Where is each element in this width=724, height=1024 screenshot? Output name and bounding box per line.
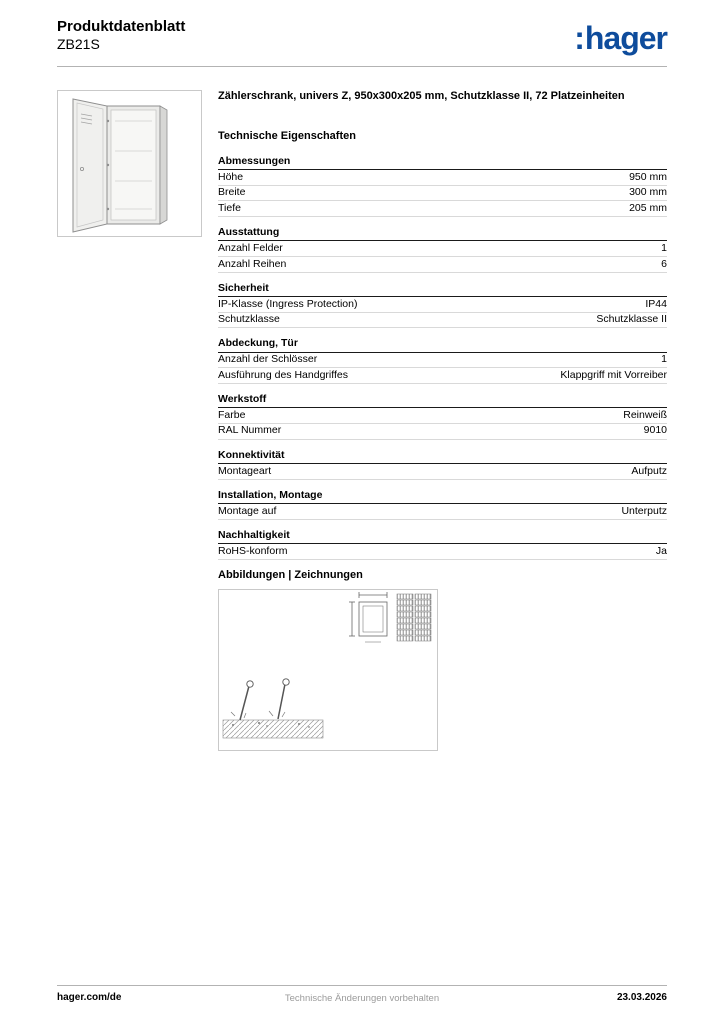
document-type: Produktdatenblatt — [57, 18, 186, 35]
spec-section — [218, 393, 667, 440]
spec-row — [218, 257, 667, 273]
spec-section-title: Installation, Montage — [218, 489, 667, 505]
spec-value: Unterputz — [621, 504, 667, 517]
spec-label: Höhe — [218, 170, 244, 183]
spec-label: Tiefe — [218, 201, 241, 214]
header-rule — [57, 66, 667, 67]
spec-label: Montage auf — [218, 504, 277, 517]
spec-value: IP44 — [645, 297, 667, 310]
spec-section — [218, 489, 667, 520]
spec-value: Schutzklasse II — [596, 313, 667, 326]
spec-section — [218, 155, 667, 217]
spec-label: RoHS-konform — [218, 544, 288, 557]
spec-section-title: Abmessungen — [218, 155, 667, 171]
spec-section-title: Konnektivität — [218, 449, 667, 465]
logo-text: hager — [584, 20, 667, 56]
spec-sections — [218, 155, 667, 560]
spec-label: Farbe — [218, 408, 246, 421]
spec-section-title: Werkstoff — [218, 393, 667, 409]
spec-section — [218, 529, 667, 560]
spec-value: 9010 — [643, 424, 667, 437]
spec-row — [218, 504, 667, 520]
spec-row — [218, 186, 667, 202]
content-column — [218, 90, 667, 751]
spec-row — [218, 544, 667, 560]
spec-row — [218, 241, 667, 257]
spec-label: Montageart — [218, 464, 272, 477]
spec-section-title: Ausstattung — [218, 226, 667, 242]
spec-row — [218, 368, 667, 384]
spec-row — [218, 353, 667, 369]
product-image — [57, 90, 202, 237]
spec-label: Schutzklasse — [218, 313, 280, 326]
spec-row — [218, 424, 667, 440]
figures-heading: Abbildungen | Zeichnungen — [218, 568, 363, 581]
spec-section — [218, 337, 667, 384]
spec-row — [218, 464, 667, 480]
spec-section — [218, 226, 667, 273]
product-code: ZB21S — [57, 36, 100, 53]
spec-value: Aufputz — [631, 464, 667, 477]
spec-label: Breite — [218, 186, 246, 199]
spec-label: Anzahl Reihen — [218, 257, 287, 270]
spec-label: Anzahl der Schlösser — [218, 353, 318, 366]
hager-logo — [574, 22, 667, 54]
spec-label: Anzahl Felder — [218, 241, 283, 254]
spec-label: RAL Nummer — [218, 424, 282, 437]
technical-drawings — [219, 590, 437, 750]
spec-value: 300 mm — [629, 186, 667, 199]
header — [57, 18, 185, 53]
specs-heading: Technische Eigenschaften — [218, 129, 356, 142]
spec-value: 950 mm — [629, 170, 667, 183]
footer-disclaimer: Technische Änderungen vorbehalten — [284, 992, 440, 1004]
product-title: Zählerschrank, univers Z, 950x300x205 mm, Schutzklasse II, 72 Platzeinheiten — [218, 90, 625, 102]
spec-value: Ja — [655, 544, 667, 557]
spec-label: Ausführung des Handgriffes — [218, 368, 348, 381]
spec-value: Reinweiß — [623, 408, 667, 421]
spec-row — [218, 297, 667, 313]
footer-rule — [57, 985, 667, 986]
spec-section — [218, 282, 667, 329]
spec-section-title: Abdeckung, Tür — [218, 337, 667, 353]
footer-website: hager.com/de — [57, 992, 122, 1003]
spec-value: 1 — [661, 353, 667, 366]
spec-value: Klappgriff mit Vorreiber — [560, 368, 667, 381]
spec-value: 6 — [661, 257, 667, 270]
spec-value: 1 — [661, 241, 667, 254]
mounting-drawing — [223, 679, 323, 738]
figures-box — [218, 589, 438, 751]
footer-date: 23.03.2026 — [616, 992, 667, 1003]
spec-row — [218, 313, 667, 329]
spec-row — [218, 170, 667, 186]
spec-section-title: Sicherheit — [218, 282, 667, 298]
spec-row — [218, 408, 667, 424]
spec-row — [218, 201, 667, 217]
logo-colon: : — [574, 20, 584, 56]
spec-section-title: Nachhaltigkeit — [218, 529, 667, 545]
spec-label: IP-Klasse (Ingress Protection) — [218, 297, 358, 310]
spec-section — [218, 449, 667, 480]
dimension-drawing — [349, 592, 387, 642]
spec-value: 205 mm — [629, 201, 667, 214]
meter-cabinet-illustration — [58, 91, 201, 236]
terminal-blocks-drawing — [397, 594, 431, 641]
